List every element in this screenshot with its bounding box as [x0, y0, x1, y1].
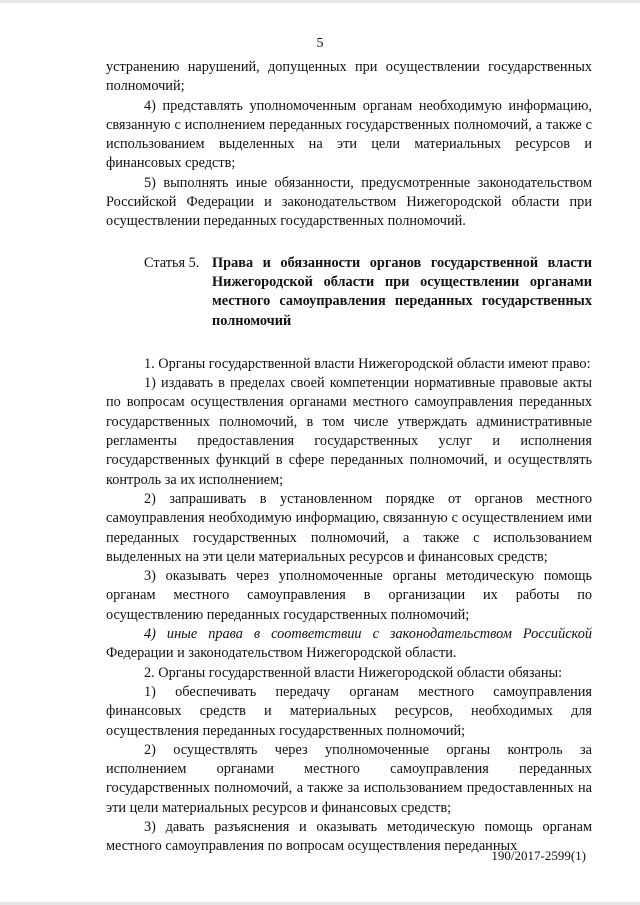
- paragraph: 1. Органы государственной власти Нижегородской области имеют право:: [144, 355, 591, 372]
- paragraph: 3) оказывать через уполномоченные органы методическую помощь органам местного самоуправления в организации их работы по осуществлению переданных государственных полномочий;: [106, 568, 592, 623]
- article-title: Права и обязанности органов государственной власти Нижегородской области при осуществлении органами местного самоуправления переданных государственных полномочий: [212, 254, 592, 329]
- paragraph: 1) издавать в пределах своей компетенции нормативные правовые акты по вопросам осуществления органами местного самоуправления переданных государственных полномочий, в том числе утверждать административные регламенты предоставления государственных услуг и исполнения государственных функций в сфере переданных полномочий, и осуществлять контроль за их исполнением;: [106, 375, 592, 488]
- paragraph: устранению нарушений, допущенных при осуществлении государственных полномочий;: [106, 59, 592, 95]
- paragraph: 3) давать разъяснения и оказывать методическую помощь органам местного самоуправления по вопросам осуществления переданных: [106, 818, 592, 855]
- page-number: 5: [316, 36, 324, 51]
- paragraph: 2) осуществлять через уполномоченные органы контроль за исполнением органами местного самоуправления переданных государственных полномочий, а также за использованием предоставленных на эти цели материальных ресурсов и финансовых средств;: [106, 741, 592, 816]
- document-body: [106, 58, 592, 857]
- scan-edge-top: [0, 0, 640, 3]
- paragraph: [106, 625, 592, 664]
- paragraph: 1) обеспечивать передачу органам местного самоуправления финансовых средств и материальных ресурсов, необходимых для осуществления переданных государственных полномочий;: [106, 683, 592, 739]
- paragraph: 2) запрашивать в установленном порядке от органов местного самоуправления необходимую информацию, связанную с осуществлением ими переданных государственных полномочий, а также с использованием выделенных на эти цели материальных ресурсов и финансовых средств;: [106, 490, 592, 565]
- paragraph: 4) представлять уполномоченным органам необходимую информацию, связанную с исполнением переданных государственных полномочий, а также с использованием выделенных на эти цели материальных ресурсов и финансовых средств;: [106, 97, 592, 172]
- document-code: 190/2017-2599(1): [491, 848, 586, 863]
- article-heading: [106, 254, 592, 331]
- paragraph: 2. Органы государственной власти Нижегородской области обязаны:: [144, 664, 563, 681]
- paragraph: 5) выполнять иные обязанности, предусмотренные законодательством Российской Федерации и законодательством Нижегородской области при осуществлении переданных государственных полномочий.: [106, 174, 592, 230]
- italic-text: 4) иные права в соответствии с законодательством Российской: [144, 626, 592, 643]
- paragraph-text: Федерации и законодательством Нижегородской области.: [106, 645, 457, 662]
- article-label: Статья 5.: [144, 254, 200, 271]
